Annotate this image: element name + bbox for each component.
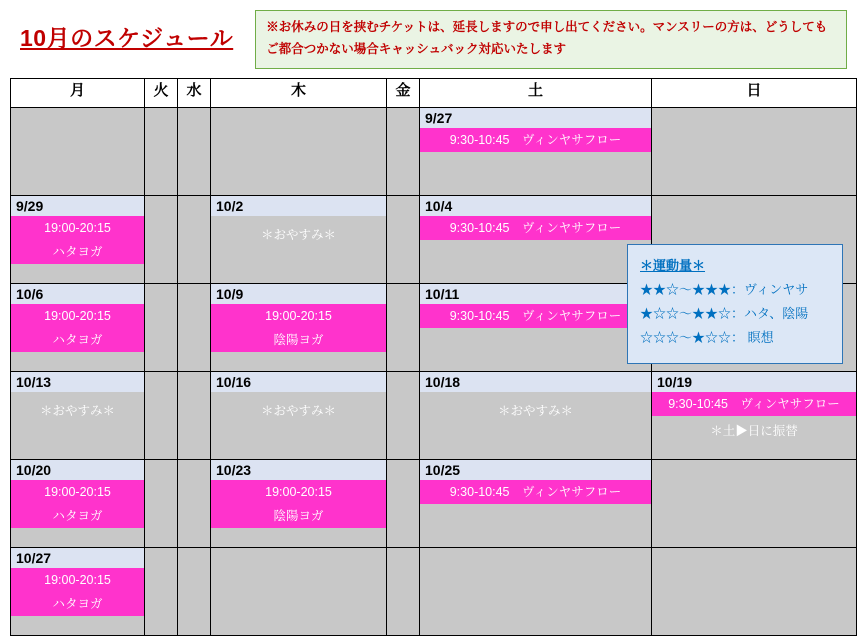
table-row bbox=[11, 460, 857, 548]
cell-tuesday bbox=[145, 548, 178, 636]
event-time: 19:00-20:15 bbox=[265, 485, 332, 499]
table-row bbox=[11, 108, 857, 196]
cell-sunday bbox=[652, 108, 857, 196]
cell-tuesday bbox=[145, 372, 178, 460]
event-entry: 9:30-10:45 ヴィンヤサフロー bbox=[420, 216, 651, 240]
cell-saturday bbox=[420, 108, 652, 196]
event-time: 19:00-20:15 bbox=[44, 309, 111, 323]
event-entry: 9:30-10:45 ヴィンヤサフロー bbox=[420, 480, 651, 504]
cell-saturday bbox=[420, 284, 652, 372]
cell-wednesday bbox=[178, 548, 211, 636]
event-entry: 9:30-10:45 ヴィンヤサフロー bbox=[420, 304, 651, 328]
cell-thursday bbox=[211, 548, 387, 636]
cell-sunday bbox=[652, 460, 857, 548]
event-time: 19:00-20:15 bbox=[44, 485, 111, 499]
table-row bbox=[11, 372, 857, 460]
cell-friday bbox=[387, 372, 420, 460]
cell-wednesday bbox=[178, 372, 211, 460]
legend-row: ★★☆〜★★★：ヴィンヤサ bbox=[640, 282, 809, 298]
cell-date: 10/18 bbox=[420, 372, 651, 392]
cell-tuesday bbox=[145, 284, 178, 372]
cell-date: 10/2 bbox=[211, 196, 386, 216]
column-header-wednesday: 水 bbox=[178, 79, 211, 108]
event-name: 陰陽ヨガ bbox=[273, 333, 324, 347]
event-time: 19:00-20:15 bbox=[44, 573, 111, 587]
cell-date: 10/11 bbox=[420, 284, 651, 304]
event-time: 19:00-20:15 bbox=[265, 309, 332, 323]
column-header-friday: 金 bbox=[387, 79, 420, 108]
cell-saturday bbox=[420, 460, 652, 548]
event-entry bbox=[211, 480, 386, 528]
table-row bbox=[11, 548, 857, 636]
cell-monday bbox=[11, 460, 145, 548]
table-header-row bbox=[11, 79, 857, 108]
cell-friday bbox=[387, 108, 420, 196]
cell-wednesday bbox=[178, 284, 211, 372]
cell-monday bbox=[11, 548, 145, 636]
cell-date: 10/9 bbox=[211, 284, 386, 304]
cell-saturday bbox=[420, 372, 652, 460]
cell-wednesday bbox=[178, 460, 211, 548]
cell-thursday bbox=[211, 372, 387, 460]
page-header bbox=[0, 0, 859, 78]
event-name: ハタヨガ bbox=[52, 245, 103, 259]
cell-thursday bbox=[211, 108, 387, 196]
cell-thursday bbox=[211, 460, 387, 548]
cell-monday bbox=[11, 372, 145, 460]
cell-tuesday bbox=[145, 460, 178, 548]
cell-date: 10/16 bbox=[211, 372, 386, 392]
cell-friday bbox=[387, 548, 420, 636]
cell-date: 10/23 bbox=[211, 460, 386, 480]
cell-monday bbox=[11, 196, 145, 284]
notice-box: ※お休みの日を挟むチケットは、延長しますので申し出てください。マンスリーの方は、どうしてもご都合つかない場合キャッシュバック対応いたします bbox=[255, 10, 847, 69]
cell-wednesday bbox=[178, 108, 211, 196]
cell-date: 9/27 bbox=[420, 108, 651, 128]
event-name: ハタヨガ bbox=[52, 333, 103, 347]
event-time: 19:00-20:15 bbox=[44, 221, 111, 235]
column-header-sunday: 日 bbox=[652, 79, 857, 108]
column-header-tuesday: 火 bbox=[145, 79, 178, 108]
column-header-monday: 月 bbox=[11, 79, 145, 108]
event-entry bbox=[11, 304, 144, 352]
event-name: ハタヨガ bbox=[52, 597, 103, 611]
cell-wednesday bbox=[178, 196, 211, 284]
cell-date: 10/4 bbox=[420, 196, 651, 216]
cell-tuesday bbox=[145, 196, 178, 284]
cell-monday bbox=[11, 284, 145, 372]
cell-friday bbox=[387, 460, 420, 548]
cell-date: 10/19 bbox=[652, 372, 856, 392]
rest-label: ＊おやすみ＊ bbox=[260, 404, 336, 418]
cell-friday bbox=[387, 284, 420, 372]
legend-row: ☆☆☆〜★☆☆： 瞑想 bbox=[640, 330, 774, 346]
cell-sunday bbox=[652, 548, 857, 636]
legend-row: ★☆☆〜★★☆：ハタ、陰陽 bbox=[640, 306, 809, 322]
event-entry: 9:30-10:45 ヴィンヤサフロー bbox=[420, 128, 651, 152]
cell-date: 10/6 bbox=[11, 284, 144, 304]
cell-date: 9/29 bbox=[11, 196, 144, 216]
rest-label: ＊おやすみ＊ bbox=[39, 404, 115, 418]
event-entry bbox=[11, 480, 144, 528]
event-name: ハタヨガ bbox=[52, 509, 103, 523]
cell-sunday bbox=[652, 372, 857, 460]
cell-thursday bbox=[211, 284, 387, 372]
rest-label: ＊おやすみ＊ bbox=[260, 228, 336, 242]
cell-monday bbox=[11, 108, 145, 196]
cell-date: 10/25 bbox=[420, 460, 651, 480]
event-entry bbox=[11, 568, 144, 616]
column-header-thursday: 木 bbox=[211, 79, 387, 108]
table-body bbox=[11, 108, 857, 636]
event-name: 陰陽ヨガ bbox=[273, 509, 324, 523]
page-title: 10月のスケジュール bbox=[20, 25, 234, 51]
cell-date: 10/27 bbox=[11, 548, 144, 568]
legend-title: ＊運動量＊ bbox=[640, 258, 706, 273]
column-header-saturday: 土 bbox=[420, 79, 652, 108]
cell-date: 10/13 bbox=[11, 372, 144, 392]
cell-friday bbox=[387, 196, 420, 284]
rest-label: ＊おやすみ＊ bbox=[497, 404, 573, 418]
cell-saturday bbox=[420, 196, 652, 284]
cell-saturday bbox=[420, 548, 652, 636]
cell-date: 10/20 bbox=[11, 460, 144, 480]
legend-box bbox=[627, 244, 843, 364]
event-entry bbox=[211, 304, 386, 352]
swap-note: ＊土▶日に振替 bbox=[710, 424, 798, 438]
cell-tuesday bbox=[145, 108, 178, 196]
cell-thursday bbox=[211, 196, 387, 284]
event-entry: 9:30-10:45 ヴィンヤサフロー bbox=[652, 392, 856, 416]
event-entry bbox=[11, 216, 144, 264]
